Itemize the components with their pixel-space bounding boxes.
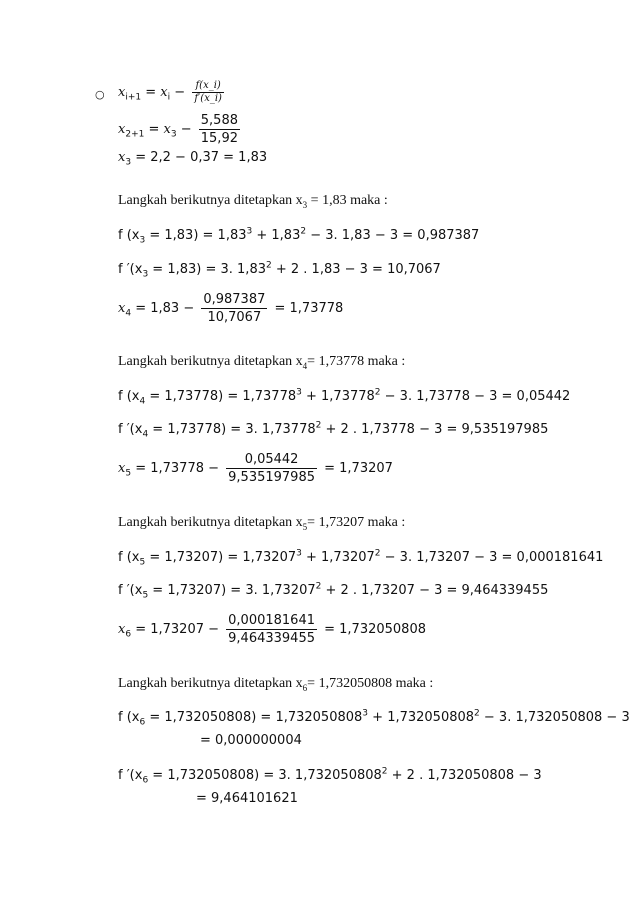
fraction-numerator: f(x_i): [192, 80, 224, 93]
iteration-line: $x_5 = 1,73778$ − $\frac{0,05442}{9,535197985}$ = 1,73207: [118, 452, 393, 485]
function-line: f $(x_6 = 1,732050808) = 1,732050808^3 + 1,732050808^2 - 3$. 1,732050808 − 3: [118, 708, 630, 728]
derivative-line: f $'(x_6 = 1,732050808) = 3$. $1,732050808^2 + 2$ . 1,732050808 − 3: [118, 766, 542, 786]
fraction: [201, 291, 267, 326]
derivative-line: f $'(x_3 = 1,83) = 3$. $1,83^2 + 2$ . 1,83 − 3 = 10,7067: [118, 260, 441, 280]
function-line: f $(x_5 = 1,73207) = 1,73207^3 + 1,73207^2 - 3$. 1,73207 − 3 = 0,000181641: [118, 548, 604, 568]
step-intro: Langkah berikutnya ditetapkan $x_5= 1,73207$ maka :: [118, 515, 406, 532]
subscript: 3: [170, 129, 177, 140]
iteration-line: $x_4 = 1,83$ − $\frac{0,987387}{10,7067}$ = 1,73778: [118, 292, 344, 325]
derivative-result: = 9,464101621: [196, 791, 298, 806]
fraction-numerator: 0,000181641: [228, 613, 315, 628]
subscript: 3: [125, 157, 132, 168]
fraction: [199, 112, 240, 147]
fraction-denominator: 10,7067: [207, 310, 262, 325]
fraction: [192, 80, 224, 105]
subscript: i+1: [125, 92, 142, 103]
fraction-denominator: 9,464339455: [228, 631, 315, 646]
subscript: 2+1: [125, 129, 145, 140]
fraction-denominator: f′(x_i): [194, 93, 222, 104]
var-x: x: [163, 122, 171, 137]
equals: =: [144, 122, 164, 137]
function-result: = 0,000000004: [200, 733, 302, 748]
equals: =: [141, 85, 161, 100]
function-line: f $(x_4 = 1,73778) = 1,73778^3 + 1,73778^2 - 3$. 1,73778 − 3 = 0,05442: [118, 387, 571, 407]
fraction: [226, 612, 317, 647]
equation-line: [118, 112, 243, 147]
minus: −: [170, 85, 190, 100]
fraction-denominator: 15,92: [200, 131, 238, 146]
fraction-numerator: 5,588: [200, 113, 238, 128]
equation-line: [118, 150, 267, 166]
step-intro: Langkah berikutnya ditetapkan $x_4= 1,73778$ maka :: [118, 354, 406, 371]
equation-rest: = 2,2 − 0,37 = 1,83: [131, 150, 268, 165]
derivative-line: f $'(x_5 = 1,73207) = 3$. $1,73207^2 + 2$ . 1,73207 − 3 = 9,464339455: [118, 581, 549, 601]
fraction: [226, 451, 317, 486]
derivative-line: f $'(x_4 = 1,73778) = 3$. $1,73778^2 + 2$ . 1,73778 − 3 = 9,535197985: [118, 420, 549, 440]
var-x: x: [118, 150, 126, 165]
var-x: x: [160, 85, 168, 100]
minus: −: [176, 122, 196, 137]
newton-formula: [118, 80, 227, 105]
var-x: x: [118, 85, 126, 100]
fraction-denominator: 9,535197985: [228, 470, 315, 485]
function-line: f $(x_3 = 1,83) = 1,83^3 + 1,83^2 - 3$. 1,83 − 3 = 0,987387: [118, 226, 480, 246]
var-x: x: [118, 122, 126, 137]
iteration-line: $x_6 = 1,73207$ − $\frac{0,000181641}{9,464339455}$ = 1,732050808: [118, 613, 426, 646]
fraction-numerator: 0,987387: [203, 292, 266, 307]
list-bullet: ○: [95, 88, 105, 101]
step-intro: Langkah berikutnya ditetapkan $x_6= 1,732050808$ maka :: [118, 676, 434, 693]
fraction-numerator: 0,05442: [226, 451, 317, 469]
subscript: i: [167, 92, 171, 103]
step-intro: Langkah berikutnya ditetapkan $x_3 = 1,83$ maka :: [118, 193, 388, 210]
